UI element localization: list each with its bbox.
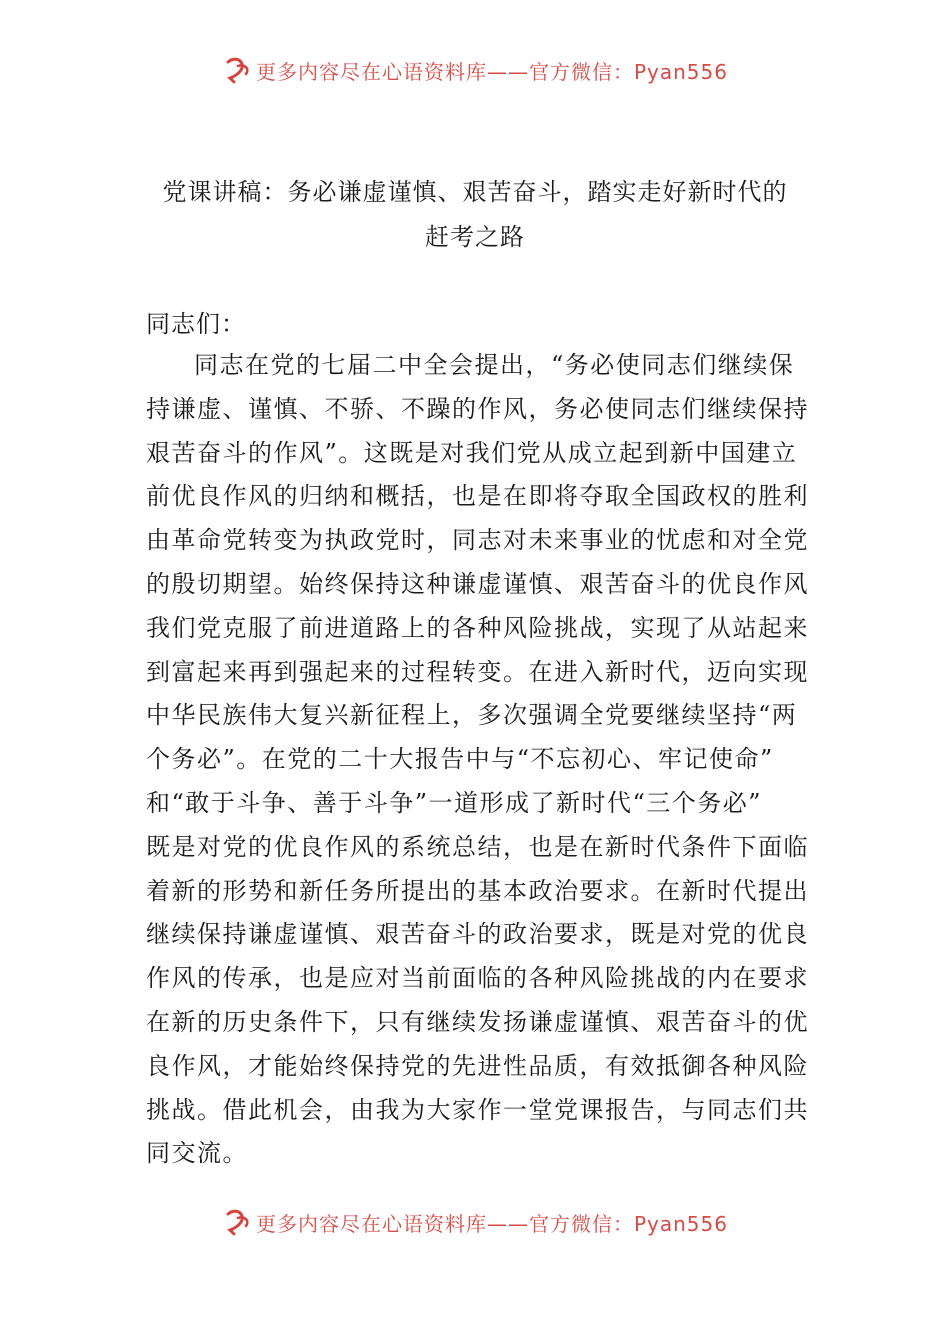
body-line: 我们党克服了前进道路上的各种风险挑战，实现了从站起来 bbox=[146, 613, 809, 642]
header-watermark bbox=[0, 52, 950, 88]
title-line-2: 赶考之路 bbox=[425, 223, 525, 251]
body-line: 同交流。 bbox=[146, 1139, 248, 1168]
body-line: 在新的历史条件下，只有继续发扬谦虚谨慎、艰苦奋斗的优 bbox=[146, 1007, 809, 1036]
footer-watermark-text: 更多内容尽在心语资料库——官方微信：Pyan556 bbox=[255, 1211, 728, 1236]
watermark-logo-icon bbox=[222, 1208, 252, 1236]
title-line-1: 党课讲稿：务必谦虚谨慎、艰苦奋斗，踏实走好新时代的 bbox=[162, 178, 788, 206]
salutation: 同志们： bbox=[146, 310, 246, 338]
body-line: 和“敢于斗争、善于斗争”一道形成了新时代“三个务必” bbox=[146, 788, 763, 817]
body-line: 个务必”。在党的二十大报告中与“不忘初心、牢记使命” bbox=[146, 745, 774, 774]
body-line: 前优良作风的归纳和概括，也是在即将夺取全国政权的胜利 bbox=[146, 482, 809, 511]
body-line: 由革命党转变为执政党时，同志对未来事业的忧虑和对全党 bbox=[146, 526, 809, 555]
body-line: 挑战。借此机会，由我为大家作一堂党课报告，与同志们共 bbox=[146, 1095, 809, 1124]
body-line: 继续保持谦虚谨慎、艰苦奋斗的政治要求，既是对党的优良 bbox=[146, 920, 809, 949]
body-line: 艰苦奋斗的作风”。这既是对我们党从成立起到新中国建立 bbox=[146, 438, 798, 467]
header-watermark-text: 更多内容尽在心语资料库——官方微信：Pyan556 bbox=[255, 59, 728, 84]
body-line: 着新的形势和新任务所提出的基本政治要求。在新时代提出 bbox=[146, 876, 809, 905]
body-line: 持谦虚、谨慎、不骄、不躁的作风，务必使同志们继续保持 bbox=[146, 394, 809, 423]
body-line: 同志在党的七届二中全会提出，“务必使同志们继续保 bbox=[194, 351, 795, 379]
footer-watermark bbox=[0, 1204, 950, 1240]
body-paragraph bbox=[146, 344, 812, 1176]
body-line: 到富起来再到强起来的过程转变。在进入新时代，迈向实现 bbox=[146, 657, 809, 686]
body-line: 中华民族伟大复兴新征程上，多次强调全党要继续坚持“两 bbox=[146, 701, 798, 730]
body-line: 既是对党的优良作风的系统总结，也是在新时代条件下面临 bbox=[146, 832, 809, 861]
body-line: 作风的传承，也是应对当前面临的各种风险挑战的内在要求 bbox=[146, 964, 809, 993]
watermark-logo-icon bbox=[222, 56, 252, 84]
page-title bbox=[120, 170, 830, 260]
body-line: 良作风，才能始终保持党的先进性品质，有效抵御各种风险 bbox=[146, 1051, 809, 1080]
body-line: 的殷切期望。始终保持这种谦虚谨慎、艰苦奋斗的优良作风 bbox=[146, 569, 809, 598]
